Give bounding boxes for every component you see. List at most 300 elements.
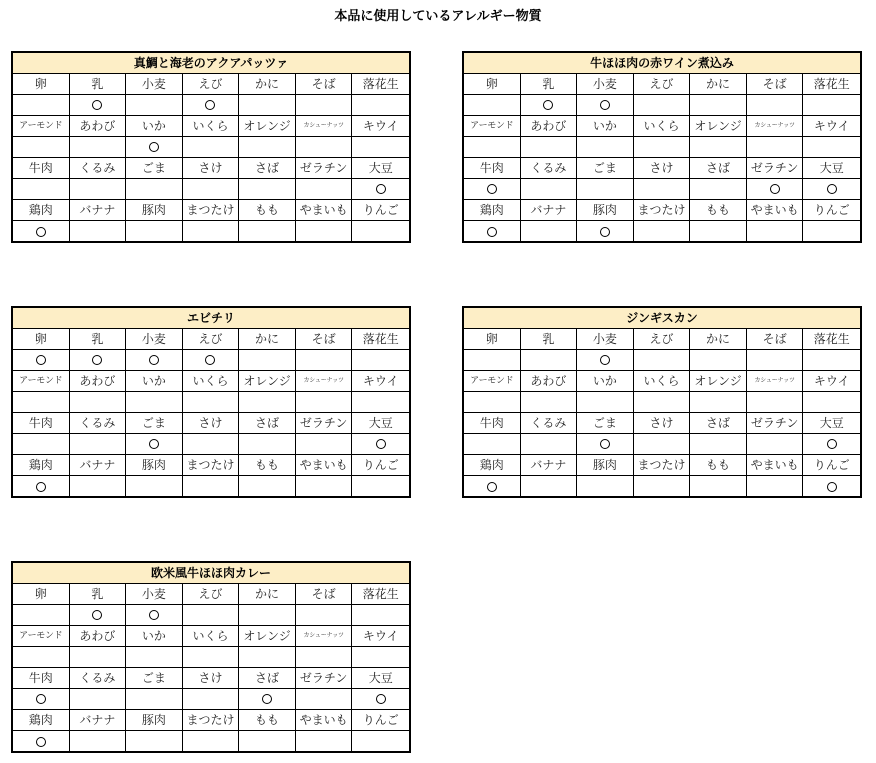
allergen-label: 牛肉 xyxy=(13,668,70,689)
allergen-label: いくら xyxy=(183,371,240,392)
product-name: 牛ほほ肉の赤ワイン煮込み xyxy=(464,53,860,74)
allergen-label: 大豆 xyxy=(803,158,860,179)
allergen-label: キウイ xyxy=(352,626,409,647)
allergen-label: オレンジ xyxy=(690,116,747,137)
allergen-label: 乳 xyxy=(70,329,127,350)
allergen-mark-cell xyxy=(577,221,634,242)
allergen-mark-cell xyxy=(239,350,296,371)
allergen-mark-cell xyxy=(803,221,860,242)
contains-mark-icon xyxy=(600,227,610,237)
allergen-label: キウイ xyxy=(352,371,409,392)
allergen-mark-cell xyxy=(183,137,240,158)
allergen-label: いか xyxy=(126,626,183,647)
allergen-label: 鶏肉 xyxy=(13,200,70,221)
allergen-mark-cell xyxy=(803,434,860,455)
allergen-mark-cell xyxy=(239,137,296,158)
product-name: ジンギスカン xyxy=(464,308,860,329)
allergen-label: オレンジ xyxy=(239,116,296,137)
allergen-label: ごま xyxy=(126,413,183,434)
allergen-mark-cell xyxy=(126,647,183,668)
allergen-mark-cell xyxy=(634,476,691,497)
allergen-mark-cell xyxy=(352,689,409,710)
allergen-mark-cell xyxy=(296,392,353,413)
allergen-label: あわび xyxy=(70,371,127,392)
allergen-mark-cell xyxy=(634,95,691,116)
allergen-mark-cell xyxy=(352,221,409,242)
allergen-grid xyxy=(13,74,409,242)
allergen-label: 牛肉 xyxy=(464,158,521,179)
allergen-mark-cell xyxy=(803,179,860,200)
allergen-label: まつたけ xyxy=(183,710,240,731)
allergen-mark-cell xyxy=(747,392,804,413)
allergen-label: まつたけ xyxy=(634,455,691,476)
contains-mark-icon xyxy=(149,355,159,365)
allergen-label: りんご xyxy=(352,710,409,731)
contains-mark-icon xyxy=(770,184,780,194)
allergen-mark-cell xyxy=(296,476,353,497)
allergen-mark-cell xyxy=(634,179,691,200)
allergen-label: 豚肉 xyxy=(577,455,634,476)
allergen-mark-cell xyxy=(296,95,353,116)
allergen-mark-cell xyxy=(70,392,127,413)
allergen-label: バナナ xyxy=(70,710,127,731)
allergen-mark-cell xyxy=(747,221,804,242)
contains-mark-icon xyxy=(92,100,102,110)
allergen-mark-cell xyxy=(296,221,353,242)
allergen-label: いか xyxy=(126,116,183,137)
contains-mark-icon xyxy=(827,184,837,194)
allergen-mark-cell xyxy=(183,605,240,626)
allergen-mark-cell xyxy=(464,434,521,455)
allergen-mark-cell xyxy=(296,137,353,158)
allergen-label: 大豆 xyxy=(352,158,409,179)
contains-mark-icon xyxy=(205,355,215,365)
allergen-mark-cell xyxy=(747,476,804,497)
allergen-mark-cell xyxy=(70,689,127,710)
allergen-label: そば xyxy=(296,584,353,605)
contains-mark-icon xyxy=(600,100,610,110)
allergen-mark-cell xyxy=(13,476,70,497)
allergen-label: 小麦 xyxy=(577,329,634,350)
allergen-label: アーモンド xyxy=(13,371,70,392)
allergen-label: ゼラチン xyxy=(296,668,353,689)
allergen-mark-cell xyxy=(126,137,183,158)
contains-mark-icon xyxy=(149,610,159,620)
allergen-label: キウイ xyxy=(803,116,860,137)
allergen-label: オレンジ xyxy=(239,371,296,392)
allergen-mark-cell xyxy=(296,731,353,752)
allergen-mark-cell xyxy=(521,137,578,158)
allergen-mark-cell xyxy=(126,350,183,371)
allergen-label: カシューナッツ xyxy=(747,371,804,392)
allergen-label: 豚肉 xyxy=(577,200,634,221)
allergen-mark-cell xyxy=(521,350,578,371)
allergen-label: ごま xyxy=(126,668,183,689)
allergen-mark-cell xyxy=(521,179,578,200)
allergen-mark-cell xyxy=(464,350,521,371)
allergen-mark-cell xyxy=(183,392,240,413)
contains-mark-icon xyxy=(487,482,497,492)
allergen-label: 豚肉 xyxy=(126,710,183,731)
allergen-mark-cell xyxy=(126,689,183,710)
allergen-mark-cell xyxy=(464,221,521,242)
allergen-mark-cell xyxy=(690,350,747,371)
allergen-label: りんご xyxy=(352,200,409,221)
contains-mark-icon xyxy=(92,355,102,365)
allergen-label: アーモンド xyxy=(13,116,70,137)
allergen-mark-cell xyxy=(577,434,634,455)
allergen-label: キウイ xyxy=(352,116,409,137)
allergen-mark-cell xyxy=(352,731,409,752)
allergen-mark-cell xyxy=(690,137,747,158)
allergen-label: さけ xyxy=(183,413,240,434)
allergen-mark-cell xyxy=(634,350,691,371)
allergen-label: さば xyxy=(239,158,296,179)
allergen-label: バナナ xyxy=(70,455,127,476)
allergen-label: えび xyxy=(183,329,240,350)
allergen-table-card xyxy=(11,51,411,243)
allergen-label: まつたけ xyxy=(634,200,691,221)
allergen-label: そば xyxy=(747,74,804,95)
allergen-mark-cell xyxy=(126,179,183,200)
allergen-mark-cell xyxy=(690,221,747,242)
allergen-mark-cell xyxy=(464,392,521,413)
allergen-mark-cell xyxy=(70,137,127,158)
allergen-label: 鶏肉 xyxy=(464,200,521,221)
allergen-label: あわび xyxy=(521,371,578,392)
allergen-mark-cell xyxy=(13,647,70,668)
allergen-mark-cell xyxy=(239,731,296,752)
allergen-mark-cell xyxy=(239,179,296,200)
contains-mark-icon xyxy=(827,482,837,492)
allergen-label: オレンジ xyxy=(239,626,296,647)
allergen-mark-cell xyxy=(239,434,296,455)
allergen-label: まつたけ xyxy=(183,200,240,221)
allergen-label: ゼラチン xyxy=(747,158,804,179)
allergen-label: あわび xyxy=(70,116,127,137)
allergen-mark-cell xyxy=(803,476,860,497)
allergen-label: くるみ xyxy=(70,668,127,689)
allergen-mark-cell xyxy=(803,392,860,413)
allergen-mark-cell xyxy=(352,476,409,497)
allergen-label: かに xyxy=(239,584,296,605)
allergen-mark-cell xyxy=(634,434,691,455)
allergen-label: 落花生 xyxy=(352,329,409,350)
allergen-mark-cell xyxy=(239,647,296,668)
allergen-mark-cell xyxy=(747,350,804,371)
allergen-mark-cell xyxy=(183,434,240,455)
allergen-label: くるみ xyxy=(521,413,578,434)
allergen-mark-cell xyxy=(239,221,296,242)
allergen-label: 卵 xyxy=(464,329,521,350)
allergen-label: いか xyxy=(577,116,634,137)
allergen-label: 卵 xyxy=(464,74,521,95)
allergen-mark-cell xyxy=(352,137,409,158)
allergen-mark-cell xyxy=(577,350,634,371)
contains-mark-icon xyxy=(36,694,46,704)
contains-mark-icon xyxy=(36,227,46,237)
allergen-mark-cell xyxy=(577,392,634,413)
allergen-label: ごま xyxy=(577,158,634,179)
allergen-label: ごま xyxy=(577,413,634,434)
allergen-table-card xyxy=(462,51,862,243)
allergen-mark-cell xyxy=(126,392,183,413)
allergen-label: バナナ xyxy=(521,455,578,476)
allergen-mark-cell xyxy=(464,95,521,116)
allergen-label: さば xyxy=(690,158,747,179)
allergen-label: さけ xyxy=(183,158,240,179)
allergen-label: かに xyxy=(690,74,747,95)
allergen-mark-cell xyxy=(183,689,240,710)
allergen-label: くるみ xyxy=(521,158,578,179)
allergen-mark-cell xyxy=(13,605,70,626)
contains-mark-icon xyxy=(827,439,837,449)
allergen-label: あわび xyxy=(70,626,127,647)
allergen-mark-cell xyxy=(183,731,240,752)
allergen-mark-cell xyxy=(239,392,296,413)
allergen-grid xyxy=(464,329,860,497)
contains-mark-icon xyxy=(92,610,102,620)
allergen-mark-cell xyxy=(521,221,578,242)
allergen-mark-cell xyxy=(126,605,183,626)
allergen-label: 落花生 xyxy=(803,329,860,350)
allergen-mark-cell xyxy=(13,137,70,158)
allergen-mark-cell xyxy=(13,392,70,413)
allergen-mark-cell xyxy=(577,137,634,158)
allergen-mark-cell xyxy=(521,476,578,497)
allergen-label: かに xyxy=(690,329,747,350)
allergen-table-card xyxy=(11,561,411,753)
allergen-label: 落花生 xyxy=(803,74,860,95)
allergen-label: オレンジ xyxy=(690,371,747,392)
allergen-mark-cell xyxy=(352,392,409,413)
allergen-label: 小麦 xyxy=(126,329,183,350)
allergen-mark-cell xyxy=(296,605,353,626)
allergen-mark-cell xyxy=(803,137,860,158)
allergen-mark-cell xyxy=(70,95,127,116)
allergen-mark-cell xyxy=(183,476,240,497)
allergen-mark-cell xyxy=(126,95,183,116)
allergen-mark-cell xyxy=(690,434,747,455)
contains-mark-icon xyxy=(600,355,610,365)
allergen-mark-cell xyxy=(690,476,747,497)
allergen-mark-cell xyxy=(70,221,127,242)
allergen-mark-cell xyxy=(634,137,691,158)
allergen-mark-cell xyxy=(690,179,747,200)
allergen-mark-cell xyxy=(239,476,296,497)
allergen-mark-cell xyxy=(521,434,578,455)
allergen-mark-cell xyxy=(634,392,691,413)
allergen-label: やまいも xyxy=(747,200,804,221)
allergen-mark-cell xyxy=(183,647,240,668)
allergen-mark-cell xyxy=(521,392,578,413)
allergen-label: かに xyxy=(239,74,296,95)
allergen-mark-cell xyxy=(634,221,691,242)
allergen-mark-cell xyxy=(70,647,127,668)
allergen-mark-cell xyxy=(13,731,70,752)
contains-mark-icon xyxy=(376,439,386,449)
allergen-mark-cell xyxy=(296,647,353,668)
page-title: 本品に使用しているアレルギー物質 xyxy=(334,9,542,24)
allergen-label: カシューナッツ xyxy=(296,116,353,137)
allergen-label: いくら xyxy=(634,116,691,137)
allergen-label: 小麦 xyxy=(126,74,183,95)
contains-mark-icon xyxy=(376,184,386,194)
allergen-mark-cell xyxy=(577,179,634,200)
allergen-label: やまいも xyxy=(296,455,353,476)
allergen-label: アーモンド xyxy=(464,371,521,392)
allergen-label: 牛肉 xyxy=(13,158,70,179)
allergen-mark-cell xyxy=(747,179,804,200)
allergen-mark-cell xyxy=(183,350,240,371)
allergen-mark-cell xyxy=(13,221,70,242)
allergen-label: キウイ xyxy=(803,371,860,392)
allergen-label: そば xyxy=(747,329,804,350)
allergen-mark-cell xyxy=(464,179,521,200)
contains-mark-icon xyxy=(262,694,272,704)
allergen-mark-cell xyxy=(577,95,634,116)
allergen-label: あわび xyxy=(521,116,578,137)
allergen-grid xyxy=(13,584,409,752)
allergen-mark-cell xyxy=(70,179,127,200)
allergen-label: えび xyxy=(183,584,240,605)
allergen-mark-cell xyxy=(126,434,183,455)
allergen-label: 牛肉 xyxy=(464,413,521,434)
allergen-label: 乳 xyxy=(521,74,578,95)
allergen-mark-cell xyxy=(690,392,747,413)
allergen-label: 鶏肉 xyxy=(13,455,70,476)
allergen-mark-cell xyxy=(70,434,127,455)
allergen-label: 牛肉 xyxy=(13,413,70,434)
allergen-label: まつたけ xyxy=(183,455,240,476)
allergen-label: 鶏肉 xyxy=(13,710,70,731)
allergen-mark-cell xyxy=(13,179,70,200)
allergen-label: 乳 xyxy=(70,584,127,605)
allergen-label: やまいも xyxy=(296,710,353,731)
allergen-label: ゼラチン xyxy=(747,413,804,434)
contains-mark-icon xyxy=(36,482,46,492)
allergen-mark-cell xyxy=(70,731,127,752)
allergen-grid xyxy=(464,74,860,242)
allergen-label: えび xyxy=(183,74,240,95)
allergen-mark-cell xyxy=(747,434,804,455)
allergen-label: いくら xyxy=(183,116,240,137)
allergen-label: アーモンド xyxy=(464,116,521,137)
allergen-table-card xyxy=(462,306,862,498)
allergen-mark-cell xyxy=(352,605,409,626)
allergen-label: 豚肉 xyxy=(126,200,183,221)
allergen-table-card xyxy=(11,306,411,498)
allergen-label: 大豆 xyxy=(352,668,409,689)
allergen-mark-cell xyxy=(577,476,634,497)
allergen-mark-cell xyxy=(183,95,240,116)
allergen-mark-cell xyxy=(126,731,183,752)
allergen-label: 卵 xyxy=(13,74,70,95)
contains-mark-icon xyxy=(149,439,159,449)
contains-mark-icon xyxy=(487,184,497,194)
allergen-label: アーモンド xyxy=(13,626,70,647)
allergen-label: 乳 xyxy=(70,74,127,95)
allergen-label: カシューナッツ xyxy=(296,371,353,392)
allergen-mark-cell xyxy=(352,95,409,116)
allergen-label: くるみ xyxy=(70,413,127,434)
allergen-label: 大豆 xyxy=(352,413,409,434)
allergen-mark-cell xyxy=(70,350,127,371)
allergen-label: さば xyxy=(690,413,747,434)
allergen-label: そば xyxy=(296,74,353,95)
allergen-label: 小麦 xyxy=(126,584,183,605)
allergen-label: りんご xyxy=(803,455,860,476)
allergen-label: もも xyxy=(239,200,296,221)
allergen-label: 卵 xyxy=(13,329,70,350)
allergen-label: ゼラチン xyxy=(296,158,353,179)
contains-mark-icon xyxy=(36,737,46,747)
allergen-mark-cell xyxy=(239,605,296,626)
allergen-label: さば xyxy=(239,668,296,689)
contains-mark-icon xyxy=(36,355,46,365)
allergen-mark-cell xyxy=(296,350,353,371)
product-name: エビチリ xyxy=(13,308,409,329)
allergen-label: さば xyxy=(239,413,296,434)
allergen-mark-cell xyxy=(747,95,804,116)
allergen-mark-cell xyxy=(352,647,409,668)
allergen-label: 落花生 xyxy=(352,74,409,95)
allergen-label: えび xyxy=(634,329,691,350)
allergen-label: えび xyxy=(634,74,691,95)
allergen-label: くるみ xyxy=(70,158,127,179)
allergen-label: いか xyxy=(577,371,634,392)
allergen-label: カシューナッツ xyxy=(296,626,353,647)
allergen-label: 落花生 xyxy=(352,584,409,605)
allergen-label: もも xyxy=(690,200,747,221)
allergen-label: 鶏肉 xyxy=(464,455,521,476)
allergen-mark-cell xyxy=(296,179,353,200)
allergen-label: バナナ xyxy=(70,200,127,221)
allergen-mark-cell xyxy=(296,434,353,455)
allergen-mark-cell xyxy=(803,350,860,371)
allergen-mark-cell xyxy=(521,95,578,116)
allergen-label: そば xyxy=(296,329,353,350)
allergen-label: りんご xyxy=(352,455,409,476)
allergen-mark-cell xyxy=(464,137,521,158)
allergen-label: もも xyxy=(239,455,296,476)
allergen-mark-cell xyxy=(126,221,183,242)
allergen-label: 乳 xyxy=(521,329,578,350)
allergen-mark-cell xyxy=(13,434,70,455)
allergen-mark-cell xyxy=(239,95,296,116)
allergen-label: カシューナッツ xyxy=(747,116,804,137)
allergen-mark-cell xyxy=(13,689,70,710)
allergen-label: もも xyxy=(239,710,296,731)
allergen-mark-cell xyxy=(464,476,521,497)
allergen-mark-cell xyxy=(239,689,296,710)
allergen-label: 大豆 xyxy=(803,413,860,434)
contains-mark-icon xyxy=(149,142,159,152)
allergen-label: さけ xyxy=(634,413,691,434)
allergen-label: 豚肉 xyxy=(126,455,183,476)
allergen-mark-cell xyxy=(126,476,183,497)
allergen-label: いくら xyxy=(183,626,240,647)
allergen-label: もも xyxy=(690,455,747,476)
allergen-mark-cell xyxy=(690,95,747,116)
allergen-grid xyxy=(13,329,409,497)
contains-mark-icon xyxy=(487,227,497,237)
allergen-mark-cell xyxy=(183,221,240,242)
allergen-label: かに xyxy=(239,329,296,350)
allergen-label: やまいも xyxy=(747,455,804,476)
allergen-mark-cell xyxy=(352,350,409,371)
allergen-label: りんご xyxy=(803,200,860,221)
